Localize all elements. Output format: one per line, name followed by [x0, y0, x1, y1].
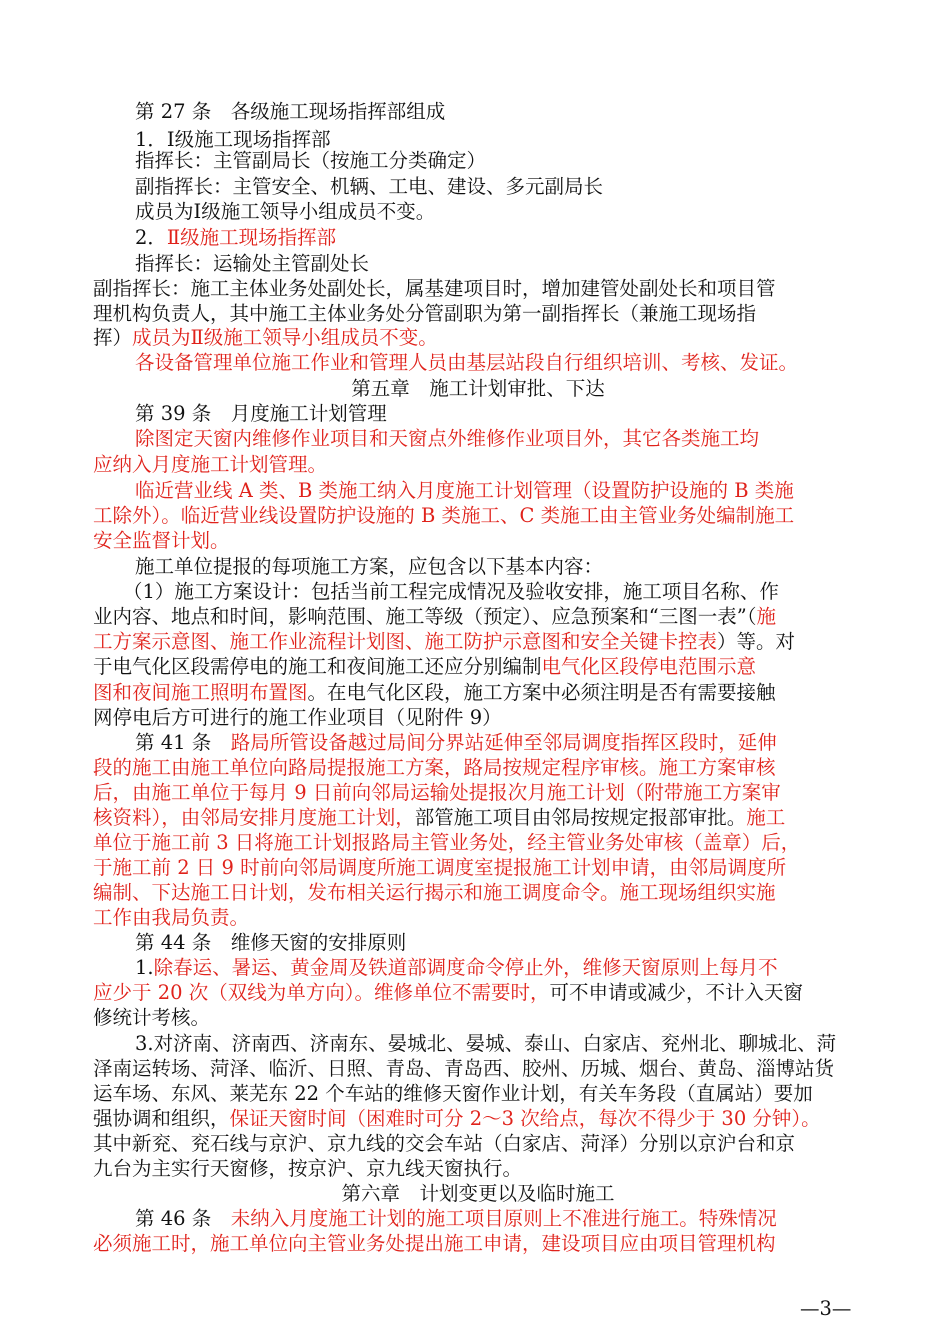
article-27-heading: 第 27 条 各级施工现场指挥部组成 — [135, 100, 446, 123]
text-line: 网停电后方可进行的施工作业项目（见附件 9） — [93, 706, 502, 729]
text-line: 指挥长：运输处主管副处长 — [135, 252, 370, 275]
article-44-heading: 第 44 条 维修天窗的安排原则 — [135, 931, 407, 954]
text-line: 运车场、东风、莱芜东 22 个车站的维修天窗作业计划，有关车务段（直属站）要加 — [93, 1082, 813, 1105]
text-line: 单位于施工前 3 日将施工计划报路局主管业务处，经主管业务处审核（盖章）后， — [93, 831, 801, 854]
text-line: 除图定天窗内维修作业项目和天窗点外维修作业项目外，其它各类施工均 — [135, 427, 760, 450]
level2-command-heading: 2．Ⅱ级施工现场指挥部 — [135, 226, 337, 249]
text-line: 临近营业线 A 类、B 类施工纳入月度施工计划管理（设置防护设施的 B 类施 — [135, 479, 794, 502]
text-line: 成员为Ⅰ级施工领导小组成员不变。 — [135, 200, 436, 223]
chapter-5-heading: 第五章 施工计划审批、下达 — [351, 377, 605, 400]
text-line: 应少于 20 次（双线为单方向）。维修单位不需要时，可不申请或减少，不计入天窗 — [93, 981, 803, 1004]
level1-command-heading: 1．Ⅰ级施工现场指挥部 — [135, 128, 331, 151]
text-line: 理机构负责人，其中施工主体业务处分管副职为第一副指挥长（兼施工现场指 — [93, 302, 757, 325]
text-line: 施工单位提报的每项施工方案，应包含以下基本内容： — [135, 555, 604, 578]
text-line: 段的施工由施工单位向路局提报施工方案，路局按规定程序审核。施工方案审核 — [93, 756, 776, 779]
text-line: 后，由施工单位于每月 9 日前向邻局运输处提报次月施工计划（附带施工方案审 — [93, 781, 781, 804]
text-line: （1）施工方案设计：包括当前工程完成情况及验收安排，施工项目名称、作 — [123, 580, 779, 603]
text-line: 应纳入月度施工计划管理。 — [93, 453, 328, 476]
page-number: —3— — [800, 1297, 852, 1320]
article-39-heading: 第 39 条 月度施工计划管理 — [135, 402, 387, 425]
text-line: 业内容、地点和时间，影响范围、施工等级（预定）、应急预案和“三图一表”（施 — [93, 605, 776, 628]
text-line: 九台为主实行天窗修，按京沪、京九线天窗执行。 — [93, 1157, 523, 1180]
text-line: 图和夜间施工照明布置图。在电气化区段，施工方案中必须注明是否有需要接触 — [93, 681, 776, 704]
text-line: 强协调和组织，保证天窗时间（困难时可分 2～3 次给点，每次不得少于 30 分钟）。 — [93, 1107, 821, 1130]
article-46-heading: 第 46 条 未纳入月度施工计划的施工项目原则上不准进行施工。特殊情况 — [135, 1207, 777, 1230]
text-line: 编制、下达施工日计划，发布相关运行揭示和施工调度命令。施工现场组织实施 — [93, 881, 776, 904]
text-line: 于施工前 2 日 9 时前向邻局调度所施工调度室提报施工计划申请，由邻局调度所 — [93, 856, 787, 879]
article-41-heading: 第 41 条 路局所管设备越过局间分界站延伸至邻局调度指挥区段时，延伸 — [135, 731, 777, 754]
text-line: 其中新兖、兖石线与京沪、京九线的交会车站（白家店、菏泽）分别以京沪台和京 — [93, 1132, 796, 1155]
text-line: 修统计考核。 — [93, 1006, 211, 1029]
text-line: 工除外）。临近营业线设置防护设施的 B 类施工、C 类施工由主管业务处编制施工 — [93, 504, 795, 527]
text-line: 安全监督计划。 — [93, 529, 230, 552]
text-line: 副指挥长：主管安全、机辆、工电、建设、多元副局长 — [135, 175, 604, 198]
text-line: 泽南运转场、菏泽、临沂、日照、青岛、青岛西、胶州、历城、烟台、黄岛、淄博站货 — [93, 1057, 835, 1080]
chapter-6-heading: 第六章 计划变更以及临时施工 — [341, 1182, 615, 1205]
text-line: 必须施工时，施工单位向主管业务处提出施工申请，建设项目应由项目管理机构 — [93, 1232, 776, 1255]
text-line: 核资料），由邻局安排月度施工计划，部管施工项目由邻局按规定报部审批。施工 — [93, 806, 786, 829]
text-line: 指挥长：主管副局长（按施工分类确定） — [135, 149, 487, 172]
text-line: 副指挥长：施工主体业务处副处长，属基建项目时，增加建管处副处长和项目管 — [93, 277, 776, 300]
text-line: 于电气化区段需停电的施工和夜间施工还应分别编制电气化区段停电范围示意 — [93, 655, 757, 678]
text-line: 3.对济南、济南西、济南东、晏城北、晏城、泰山、白家店、兖州北、聊城北、菏 — [135, 1032, 837, 1055]
text-line: 各设备管理单位施工作业和管理人员由基层站段自行组织培训、考核、发证。 — [135, 351, 799, 374]
text-line: 工作由我局负责。 — [93, 906, 250, 929]
text-line: 挥）成员为Ⅱ级施工领导小组成员不变。 — [93, 326, 438, 349]
text-line: 工方案示意图、施工作业流程计划图、施工防护示意图和安全关键卡控表）等。对 — [93, 630, 796, 653]
text-line: 1.除春运、暑运、黄金周及铁道部调度命令停止外，维修天窗原则上每月不 — [135, 956, 778, 979]
